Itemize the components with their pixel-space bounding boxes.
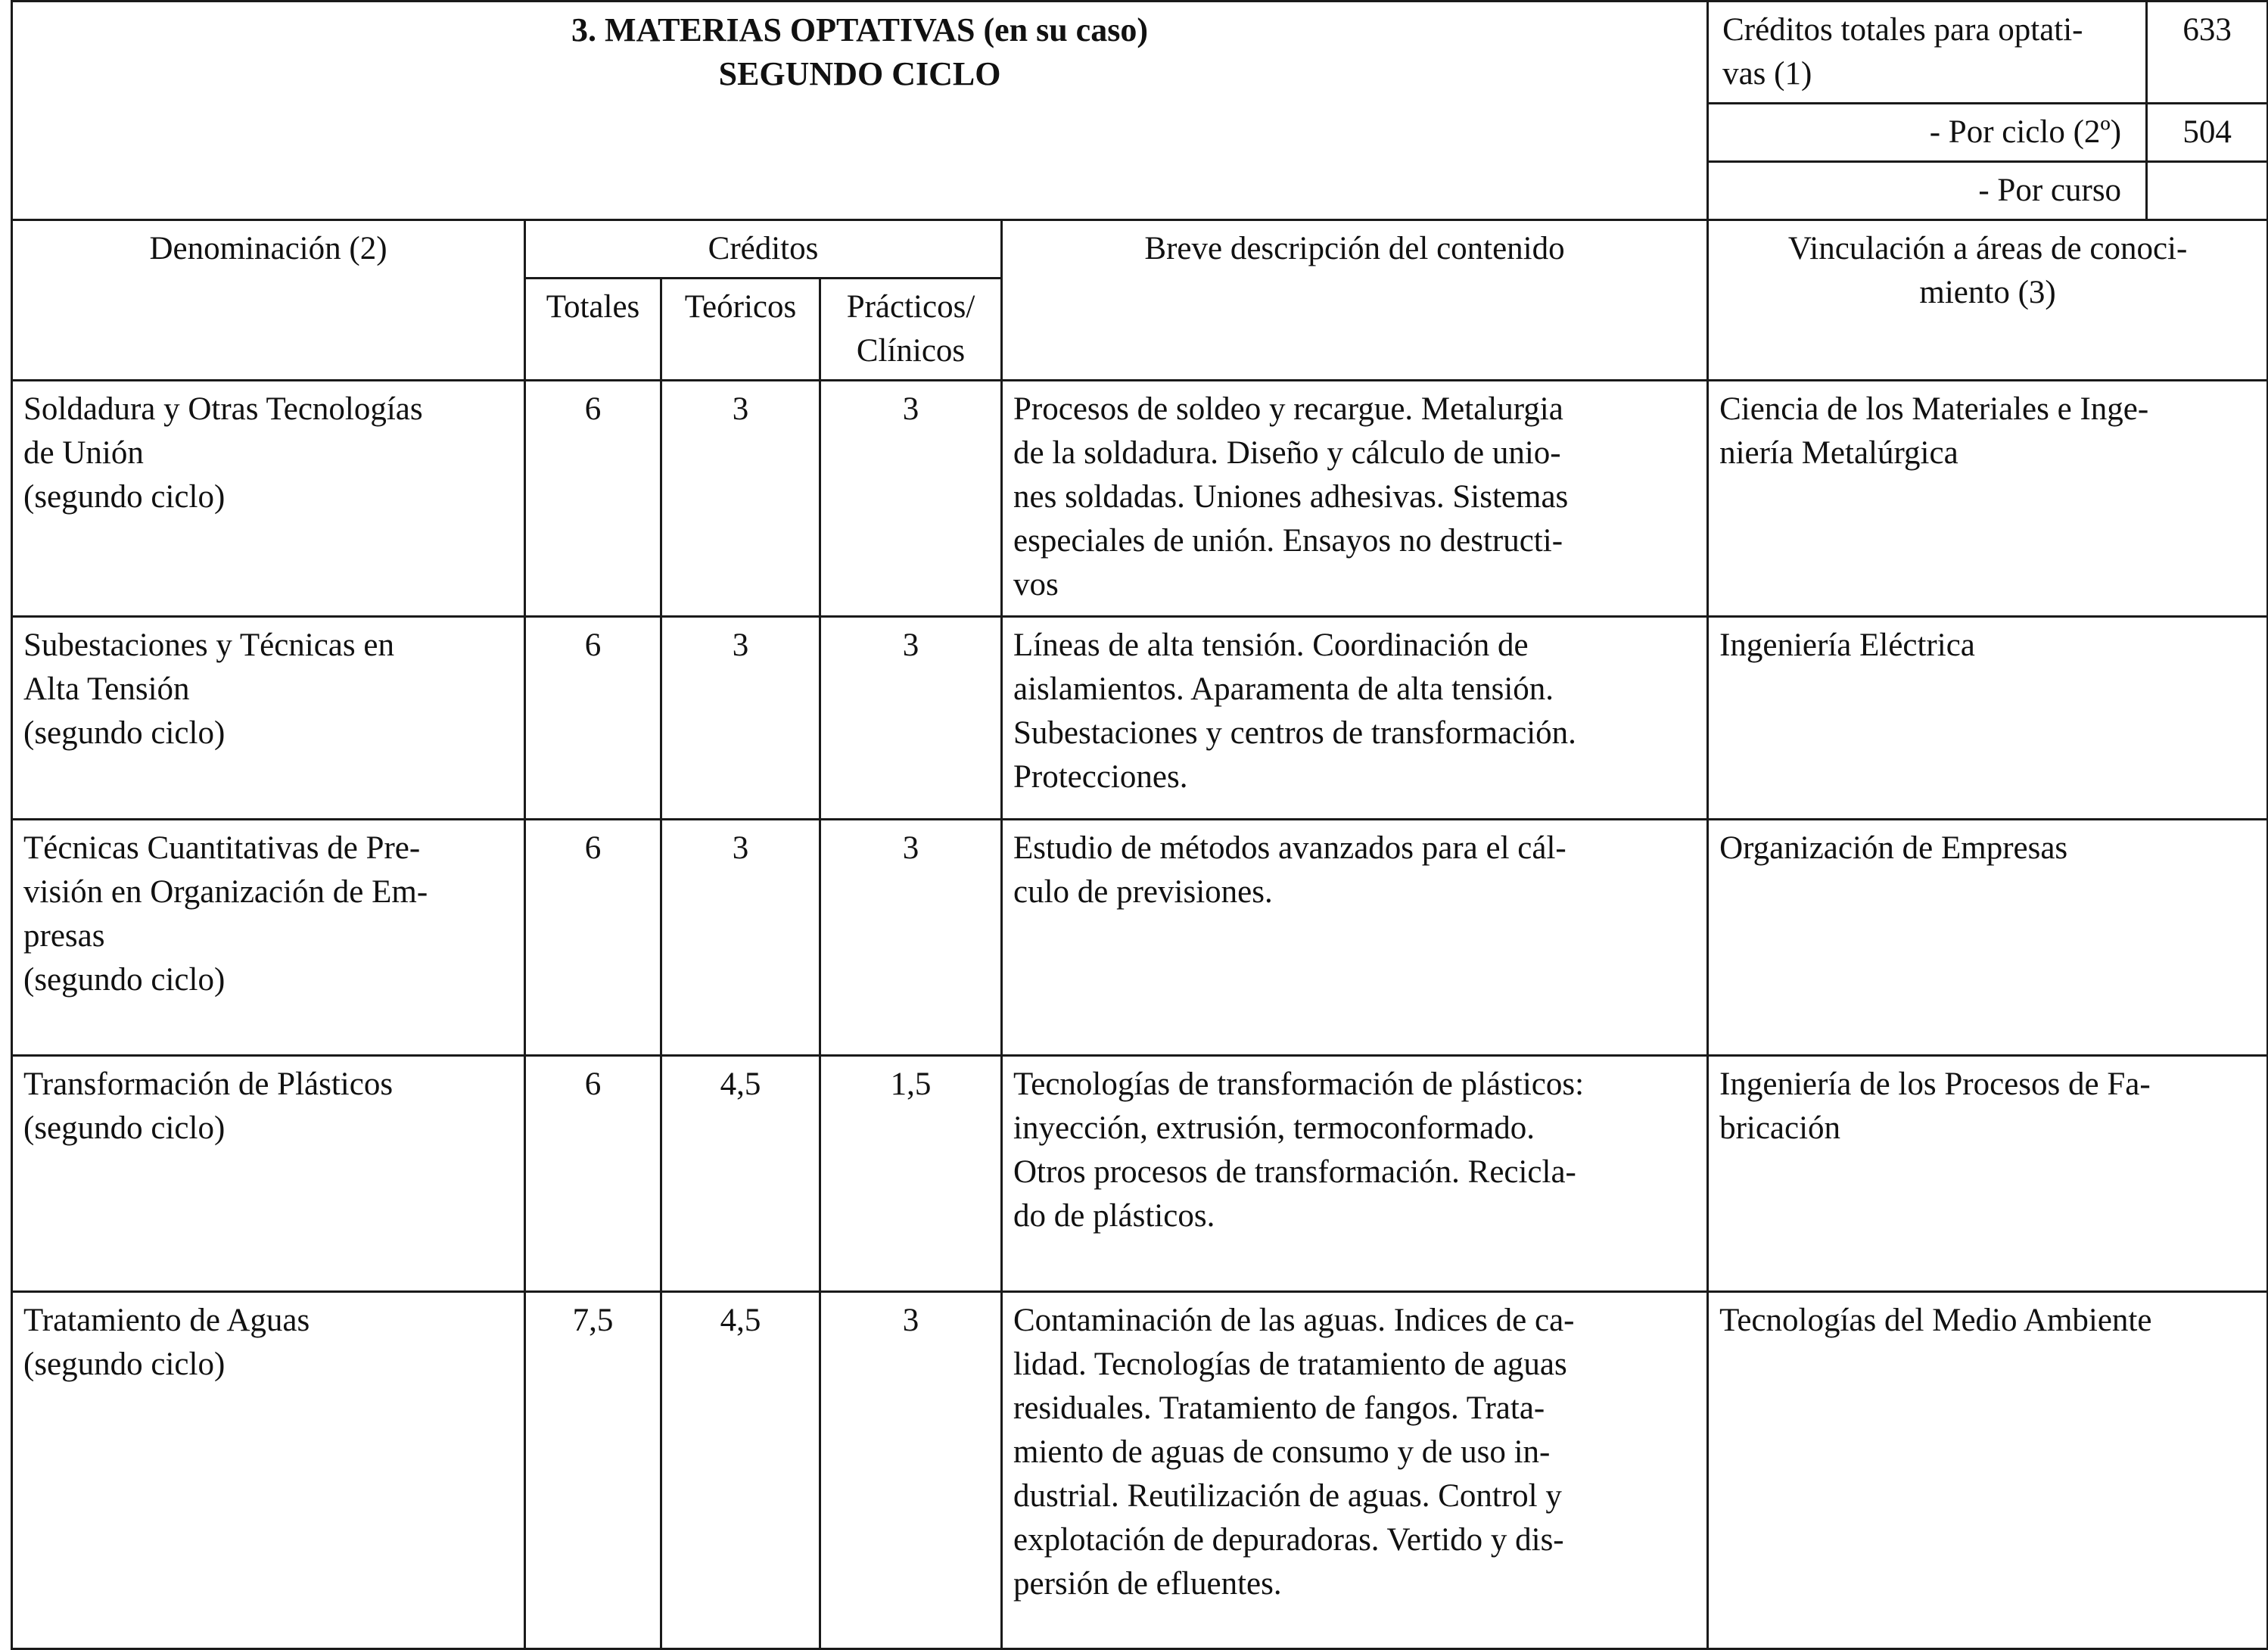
- text-line: miento (3): [1919, 275, 2056, 310]
- table-row: [12, 1056, 2268, 1292]
- text-line: de la soldadura. Diseño y cálculo de unio-: [1013, 435, 1561, 471]
- subject-description: [1002, 1056, 1708, 1292]
- text-line: presas: [23, 918, 105, 954]
- credits-teoricos: 3: [661, 820, 820, 1056]
- credits-teoricos: 4,5: [661, 1292, 820, 1649]
- text-line: (segundo ciclo): [23, 962, 226, 998]
- text-line: Alta Tensión: [23, 671, 190, 707]
- knowledge-area: [1708, 820, 2268, 1056]
- text-line: bricación: [1719, 1110, 1841, 1146]
- column-header-practicos: [820, 279, 1002, 381]
- text-line: vas (1): [1722, 56, 1812, 92]
- column-header-teoricos: Teóricos: [661, 279, 820, 381]
- credits-totales: 7,5: [525, 1292, 661, 1649]
- text-line: explotación de depuradoras. Vertido y dis-: [1013, 1522, 1564, 1558]
- text-line: Tecnologías de transformación de plásticos:: [1013, 1066, 1585, 1102]
- text-line: miento de aguas de consumo y de uso in-: [1013, 1434, 1551, 1470]
- column-header-descripcion: Breve descripción del contenido: [1002, 220, 1708, 381]
- knowledge-area: [1708, 617, 2268, 820]
- text-line: Líneas de alta tensión. Coordinación de: [1013, 627, 1529, 663]
- subject-description: [1002, 381, 1708, 617]
- per-course-label: - Por curso: [1708, 162, 2147, 220]
- text-line: Clínicos: [856, 333, 966, 369]
- section-title: [12, 2, 1708, 220]
- knowledge-area: [1708, 1056, 2268, 1292]
- section-title-line2: SEGUNDO CICLO: [718, 55, 1001, 92]
- total-credits-value: 633: [2147, 2, 2268, 104]
- subject-description: [1002, 1292, 1708, 1649]
- optional-subjects-table: [11, 0, 2268, 1650]
- credits-practicos: 3: [820, 381, 1002, 617]
- text-line: Tecnologías del Medio Ambiente: [1719, 1303, 2152, 1338]
- text-line: culo de previsiones.: [1013, 874, 1273, 910]
- text-line: Prácticos/: [846, 289, 975, 325]
- total-credits-label: [1708, 2, 2147, 104]
- text-line: de Unión: [23, 435, 144, 471]
- column-header-totales: Totales: [525, 279, 661, 381]
- knowledge-area: [1708, 1292, 2268, 1649]
- text-line: visión en Organización de Em-: [23, 874, 428, 910]
- column-header-denominacion: Denominación (2): [12, 220, 525, 381]
- per-course-value: [2147, 162, 2268, 220]
- credits-practicos: 3: [820, 820, 1002, 1056]
- table-row: [12, 1292, 2268, 1649]
- text-line: vos: [1013, 567, 1059, 602]
- text-line: Protecciones.: [1013, 759, 1188, 795]
- subject-name: [12, 1292, 525, 1649]
- credits-totales: 6: [525, 617, 661, 820]
- text-line: especiales de unión. Ensayos no destructi-: [1013, 523, 1563, 559]
- subject-description: [1002, 617, 1708, 820]
- text-line: do de plásticos.: [1013, 1198, 1215, 1234]
- credits-totales: 6: [525, 1056, 661, 1292]
- credits-teoricos: 3: [661, 381, 820, 617]
- text-line: Vinculación a áreas de conoci-: [1787, 231, 2188, 266]
- text-line: Soldadura y Otras Tecnologías: [23, 391, 423, 427]
- text-line: residuales. Tratamiento de fangos. Trata-: [1013, 1390, 1545, 1426]
- text-line: (segundo ciclo): [23, 715, 226, 751]
- text-line: Contaminación de las aguas. Indices de ca-: [1013, 1303, 1575, 1338]
- text-line: Procesos de soldeo y recargue. Metalurgia: [1013, 391, 1563, 427]
- document-page: [11, 0, 2266, 1602]
- credits-practicos: 3: [820, 617, 1002, 820]
- table-row: [12, 820, 2268, 1056]
- per-cycle-value: 504: [2147, 104, 2268, 162]
- column-header-creditos: Créditos: [525, 220, 1002, 279]
- text-line: Tratamiento de Aguas: [23, 1303, 310, 1338]
- column-header-vinculacion: [1708, 220, 2268, 381]
- text-line: Estudio de métodos avanzados para el cál-: [1013, 830, 1566, 866]
- credits-totales: 6: [525, 820, 661, 1056]
- subject-name: [12, 381, 525, 617]
- text-line: dustrial. Reutilización de aguas. Control y: [1013, 1478, 1562, 1514]
- text-line: aislamientos. Aparamenta de alta tensión.: [1013, 671, 1554, 707]
- text-line: Organización de Empresas: [1719, 830, 2068, 866]
- subject-name: [12, 1056, 525, 1292]
- text-line: (segundo ciclo): [23, 479, 226, 515]
- text-line: niería Metalúrgica: [1719, 435, 1958, 471]
- text-line: Subestaciones y Técnicas en: [23, 627, 394, 663]
- text-line: lidad. Tecnologías de tratamiento de aguas: [1013, 1346, 1567, 1382]
- text-line: inyección, extrusión, termoconformado.: [1013, 1110, 1535, 1146]
- per-cycle-label: - Por ciclo (2º): [1708, 104, 2147, 162]
- text-line: Ciencia de los Materiales e Inge-: [1719, 391, 2149, 427]
- text-line: Ingeniería Eléctrica: [1719, 627, 1975, 663]
- subject-description: [1002, 820, 1708, 1056]
- text-line: Subestaciones y centros de transformación.: [1013, 715, 1576, 751]
- text-line: (segundo ciclo): [23, 1110, 226, 1146]
- subject-name: [12, 617, 525, 820]
- credits-totales: 6: [525, 381, 661, 617]
- text-line: persión de efluentes.: [1013, 1566, 1282, 1602]
- knowledge-area: [1708, 381, 2268, 617]
- credits-teoricos: 4,5: [661, 1056, 820, 1292]
- subject-name: [12, 820, 525, 1056]
- text-line: (segundo ciclo): [23, 1346, 226, 1382]
- text-line: Técnicas Cuantitativas de Pre-: [23, 830, 421, 866]
- text-line: Ingeniería de los Procesos de Fa-: [1719, 1066, 2151, 1102]
- section-title-line1: 3. MATERIAS OPTATIVAS (en su caso): [571, 11, 1148, 48]
- credits-practicos: 3: [820, 1292, 1002, 1649]
- text-line: Créditos totales para optati-: [1722, 12, 2083, 48]
- credits-practicos: 1,5: [820, 1056, 1002, 1292]
- text-line: Otros procesos de transformación. Recicla-: [1013, 1154, 1576, 1190]
- credits-teoricos: 3: [661, 617, 820, 820]
- text-line: nes soldadas. Uniones adhesivas. Sistemas: [1013, 479, 1569, 515]
- table-row: [12, 381, 2268, 617]
- text-line: Transformación de Plásticos: [23, 1066, 394, 1102]
- table-row: [12, 617, 2268, 820]
